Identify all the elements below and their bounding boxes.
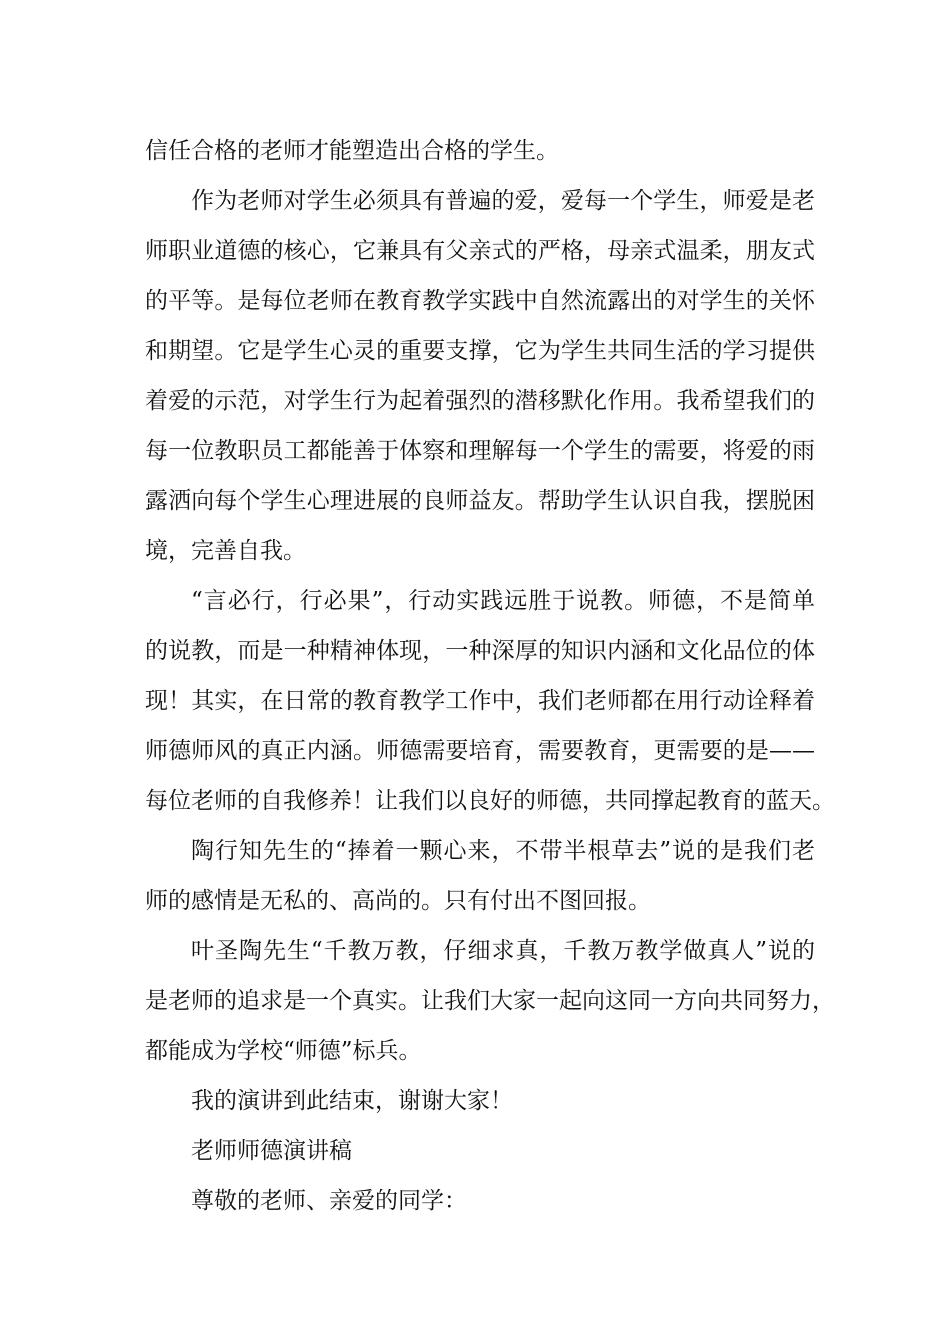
text-line: 的说教，而是一种精神体现，一种深厚的知识内涵和文化品位的体 bbox=[145, 638, 815, 664]
text-line: 师的感情是无私的、高尚的。只有付出不图回报。 bbox=[145, 888, 651, 914]
text-line: 师德师风的真正内涵。师德需要培育，需要教育，更需要的是—— bbox=[145, 738, 815, 764]
text-line: 都能成为学校“师德”标兵。 bbox=[145, 1038, 422, 1064]
text-line: 师职业道德的核心，它兼具有父亲式的严格，母亲式温柔，朋友式 bbox=[145, 238, 815, 264]
text-line: 每位老师的自我修养！让我们以良好的师德，共同撑起教育的蓝天。 bbox=[145, 788, 835, 814]
text-line: 是老师的追求是一个真实。让我们大家一起向这同一方向共同努力， bbox=[145, 988, 835, 1014]
heading-line: 老师师德演讲稿 bbox=[191, 1138, 352, 1164]
text-line: 信任合格的老师才能塑造出合格的学生。 bbox=[145, 138, 559, 164]
text-line: 作为老师对学生必须具有普遍的爱，爱每一个学生，师爱是老 bbox=[191, 188, 815, 214]
text-line: 陶行知先生的“捧着一颗心来，不带半根草去”说的是我们老 bbox=[191, 838, 815, 864]
text-line: 每一位教职员工都能善于体察和理解每一个学生的需要，将爱的雨 bbox=[145, 438, 815, 464]
text-line: 露洒向每个学生心理进展的良师益友。帮助学生认识自我，摆脱困 bbox=[145, 488, 815, 514]
text-line: 的平等。是每位老师在教育教学实践中自然流露出的对学生的关怀 bbox=[145, 288, 815, 314]
salutation-line: 尊敬的老师、亲爱的同学： bbox=[191, 1188, 467, 1214]
text-line: 着爱的示范，对学生行为起着强烈的潜移默化作用。我希望我们的 bbox=[145, 388, 815, 414]
text-line: 我的演讲到此结束，谢谢大家！ bbox=[191, 1088, 513, 1114]
text-line: 境，完善自我。 bbox=[145, 538, 306, 564]
text-line: 叶圣陶先生“千教万教，仔细求真，千教万教学做真人”说的 bbox=[191, 938, 815, 964]
text-line: 和期望。它是学生心灵的重要支撑，它为学生共同生活的学习提供 bbox=[145, 338, 815, 364]
text-line: “言必行，行必果”，行动实践远胜于说教。师德，不是简单 bbox=[191, 588, 815, 614]
text-line: 现！其实，在日常的教育教学工作中，我们老师都在用行动诠释着 bbox=[145, 688, 815, 714]
